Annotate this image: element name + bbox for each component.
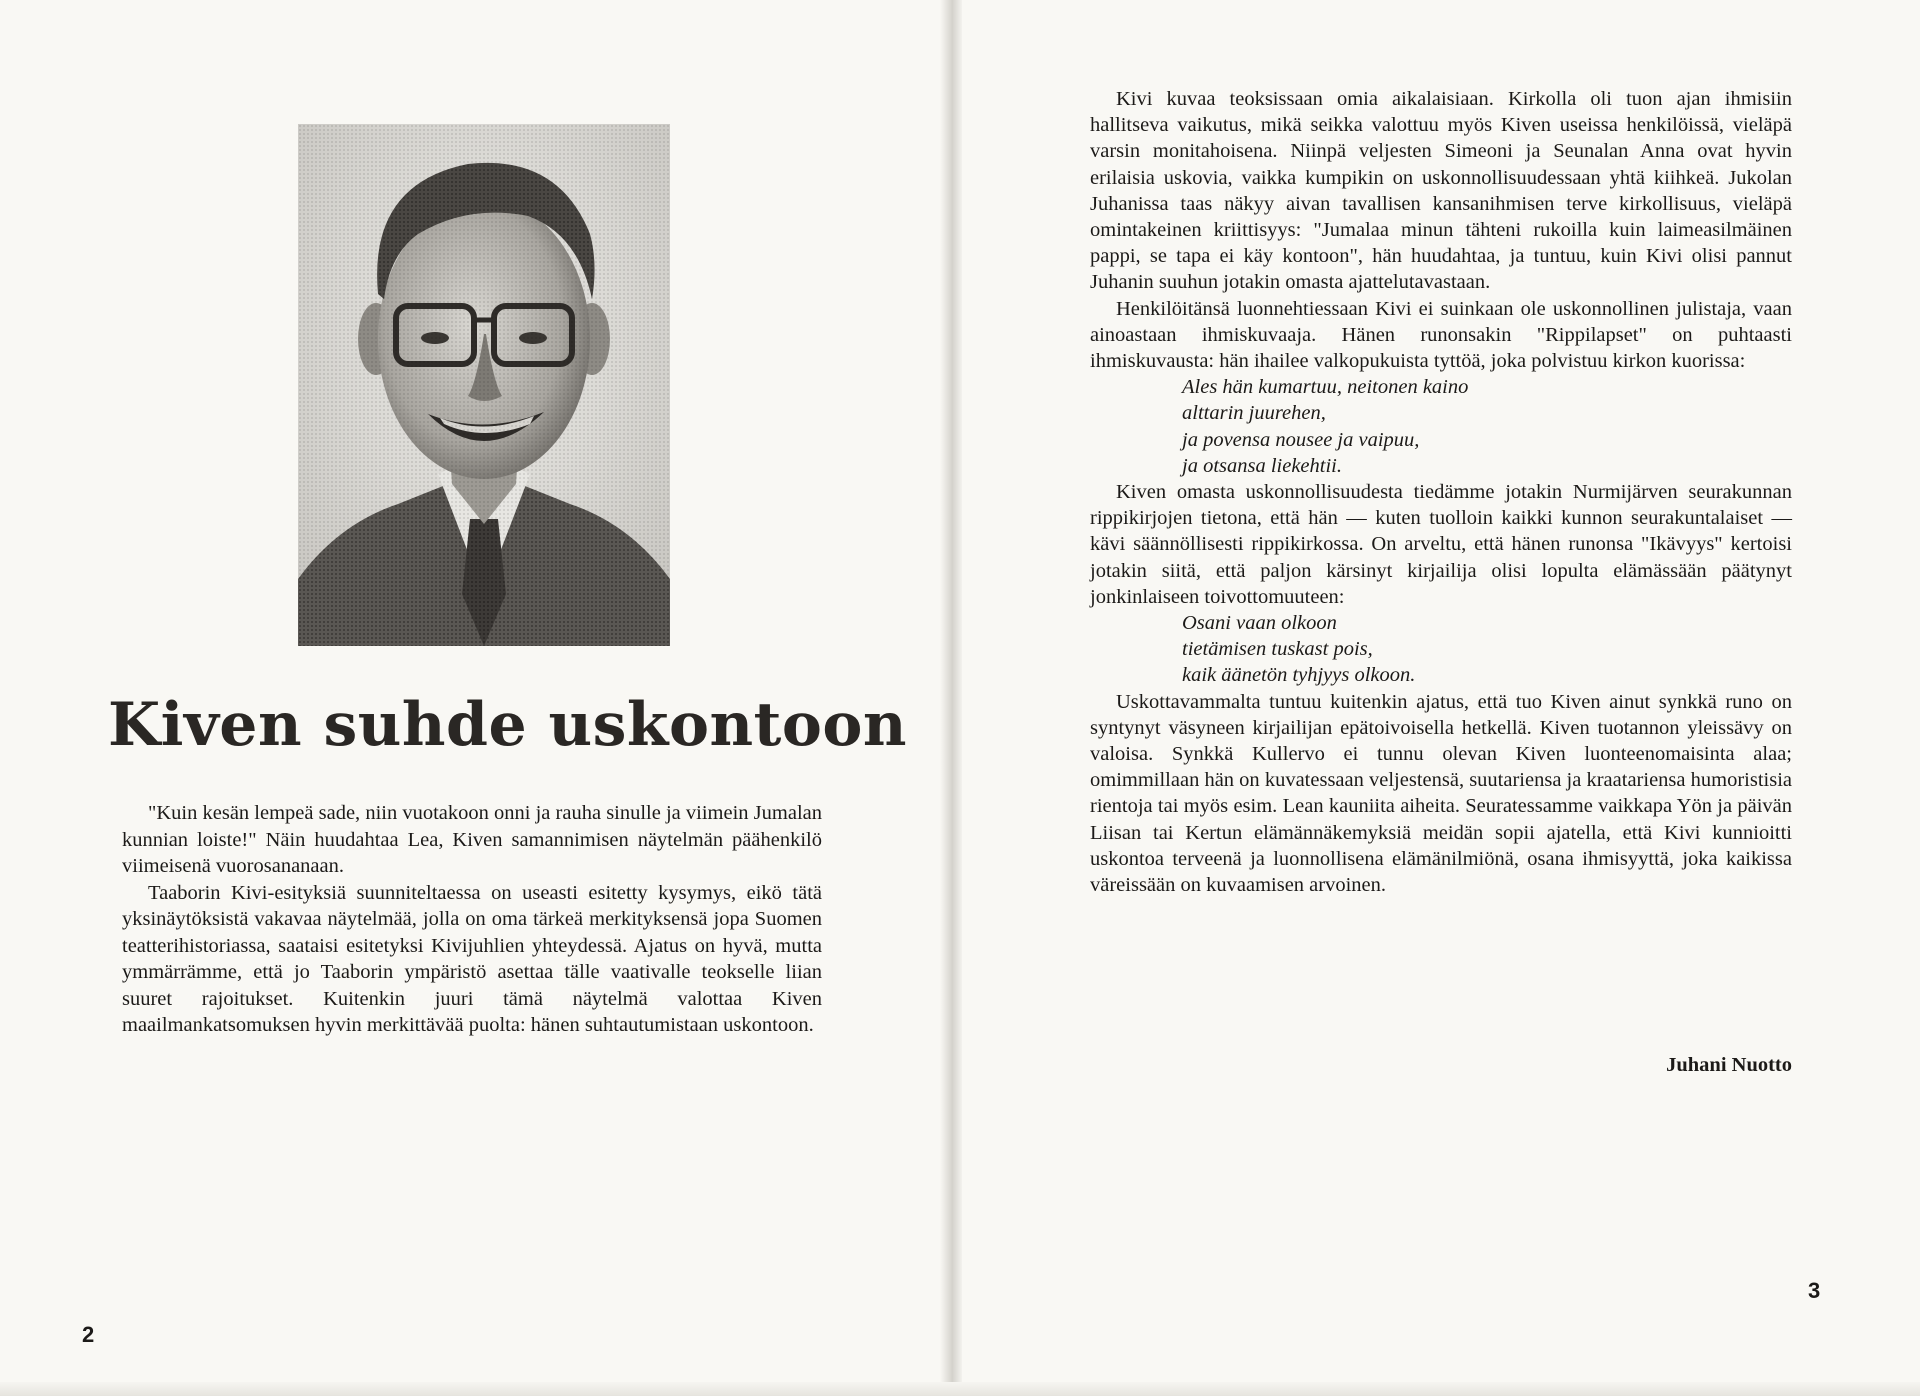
poem-line: Osani vaan olkoon [1182, 612, 1337, 635]
poem-line: kaik äänetön tyhjyys olkoon. [1182, 664, 1416, 687]
poem-quote-ikavyys [1090, 610, 1792, 689]
poem-quote-rippilapset [1090, 374, 1792, 479]
left-page [0, 0, 948, 1396]
page-number-left: 2 [82, 1322, 95, 1347]
poem-line: tietämisen tuskast pois, [1182, 638, 1373, 661]
page-bottom-edge [0, 1382, 1920, 1396]
poem-line: alttarin juurehen, [1182, 402, 1326, 425]
left-text-column [122, 800, 822, 1039]
poem-line: ja otsansa liekehtii. [1182, 454, 1342, 477]
portrait-illustration [298, 124, 670, 646]
paragraph: "Kuin kesän lempeä sade, niin vuotakoon onni ja rauha sinulle ja viimein Jumalan kunnian loiste!" Näin huudahtaa Lea, Kiven samannimisen näytelmän päähenkilö viimeisenä vuorosananaan. [122, 802, 822, 877]
paragraph: Uskottavammalta tuntuu kuitenkin ajatus, että tuo Kiven ainut synkkä runo on syntynyt väsyneen kirjailijan epätoivoisella hetkellä. Kiven tuotannon yleissävy on valoisa. Synkkä Kullervo ei tunnu olevan Kiven luonteenomaisinta alaa; omimmillaan hän on kuvatessaan veljestensä, suutariensa ja kraatariensa humoristisia rientoja tai myös esim. Lean kauniita aiheita. Seuratessamme vaikkapa Yön ja päivän Liisan tai Kertun elämännäkemyksiä meidän sopii ajatella, että Kivi kunnioitti uskontoa terveenä ja luonnollisena elämänilmiönä, osana ihmisyyttä, joka kaikissa väreissään on kuvaamisen arvoinen. [1090, 690, 1792, 897]
book-gutter [940, 0, 962, 1396]
paragraph: Henkilöitänsä luonnehtiessaan Kivi ei suinkaan ole uskonnollinen julistaja, vaan ainoastaan ihmiskuvaaja. Hänen runonsakin "Rippilapset" on puhtaasti ihmiskuvausta: hän ihailee valkopukuista tyttöä, joka polvistuu kirkon kuorissa: [1090, 297, 1792, 373]
paragraph: Kivi kuvaa teoksissaan omia aikalaisiaan. Kirkolla oli tuon ajan ihmisiin hallitseva vaikutus, mikä seikka valottuu myös Kiven useissa henkilöissä, vieläpä varsin monitahoisena. Niinpä veljesten Simeoni ja Seunalan Anna ovat hyvin erilaisia uskovia, vaikka kumpikin on uskonnollisuudessaan yhtä kiihkeä. Jukolan Juhanissa taas näkyy aivan tavallisen kansanihmisen terve kirkollisuus, vieläpä omintakeinen kriittisyys: "Jumalaa minun tähteni rukoilla kuin laimeasilmäinen pappi, se tapa ei käy kontoon", hän huudahtaa, ja tuntuu, kuin Kivi olisi pannut Juhanin suuhun jotakin omasta ajattelutavastaan. [1090, 88, 1792, 294]
article-title: Kiven suhde uskontoon [108, 690, 908, 760]
poem-line: Ales hän kumartuu, neitonen kaino [1182, 376, 1469, 399]
paragraph: Taaborin Kivi-esityksiä suunniteltaessa on useasti esitetty kysymys, eikö tätä yksinäytöksistä vakavaa näytelmää, jolla on oma tärkeä merkityksensä jopa Suomen teatterihistoriassa, saataisi esitetyksi Kivijuhlien yhteydessä. Ajatus on hyvä, mutta ymmärrämme, että jo Taaborin ympäristö asettaa tälle vaativalle teokselle liian suuret rajoitukset. Kuitenkin juuri tämä näytelmä valottaa Kiven maailmankatsomuksen hyvin merkittävää puolta: hänen suhtautumistaan uskontoon. [122, 881, 822, 1036]
paragraph: Kiven omasta uskonnollisuudesta tiedämme jotakin Nurmijärven seurakunnan rippikirjojen tietona, että hän — kuten tuolloin kaikki kunnon seurakuntalaiset — kävi säännöllisesti rippikirkossa. On arveltu, että hänen runonsa "Ikävyys" kertoisi jotakin siitä, että paljon kärsinyt kirjailija olisi lopulta elämässään päätynyt jonkinlaiseen toivottomuuteen: [1090, 481, 1792, 608]
right-text-column [1090, 86, 1792, 898]
poem-line: ja povensa nousee ja vaipuu, [1182, 428, 1420, 451]
author-portrait-photo [298, 124, 670, 646]
author-signature: Juhani Nuotto [1666, 1054, 1792, 1076]
page-number-right: 3 [1808, 1278, 1821, 1303]
